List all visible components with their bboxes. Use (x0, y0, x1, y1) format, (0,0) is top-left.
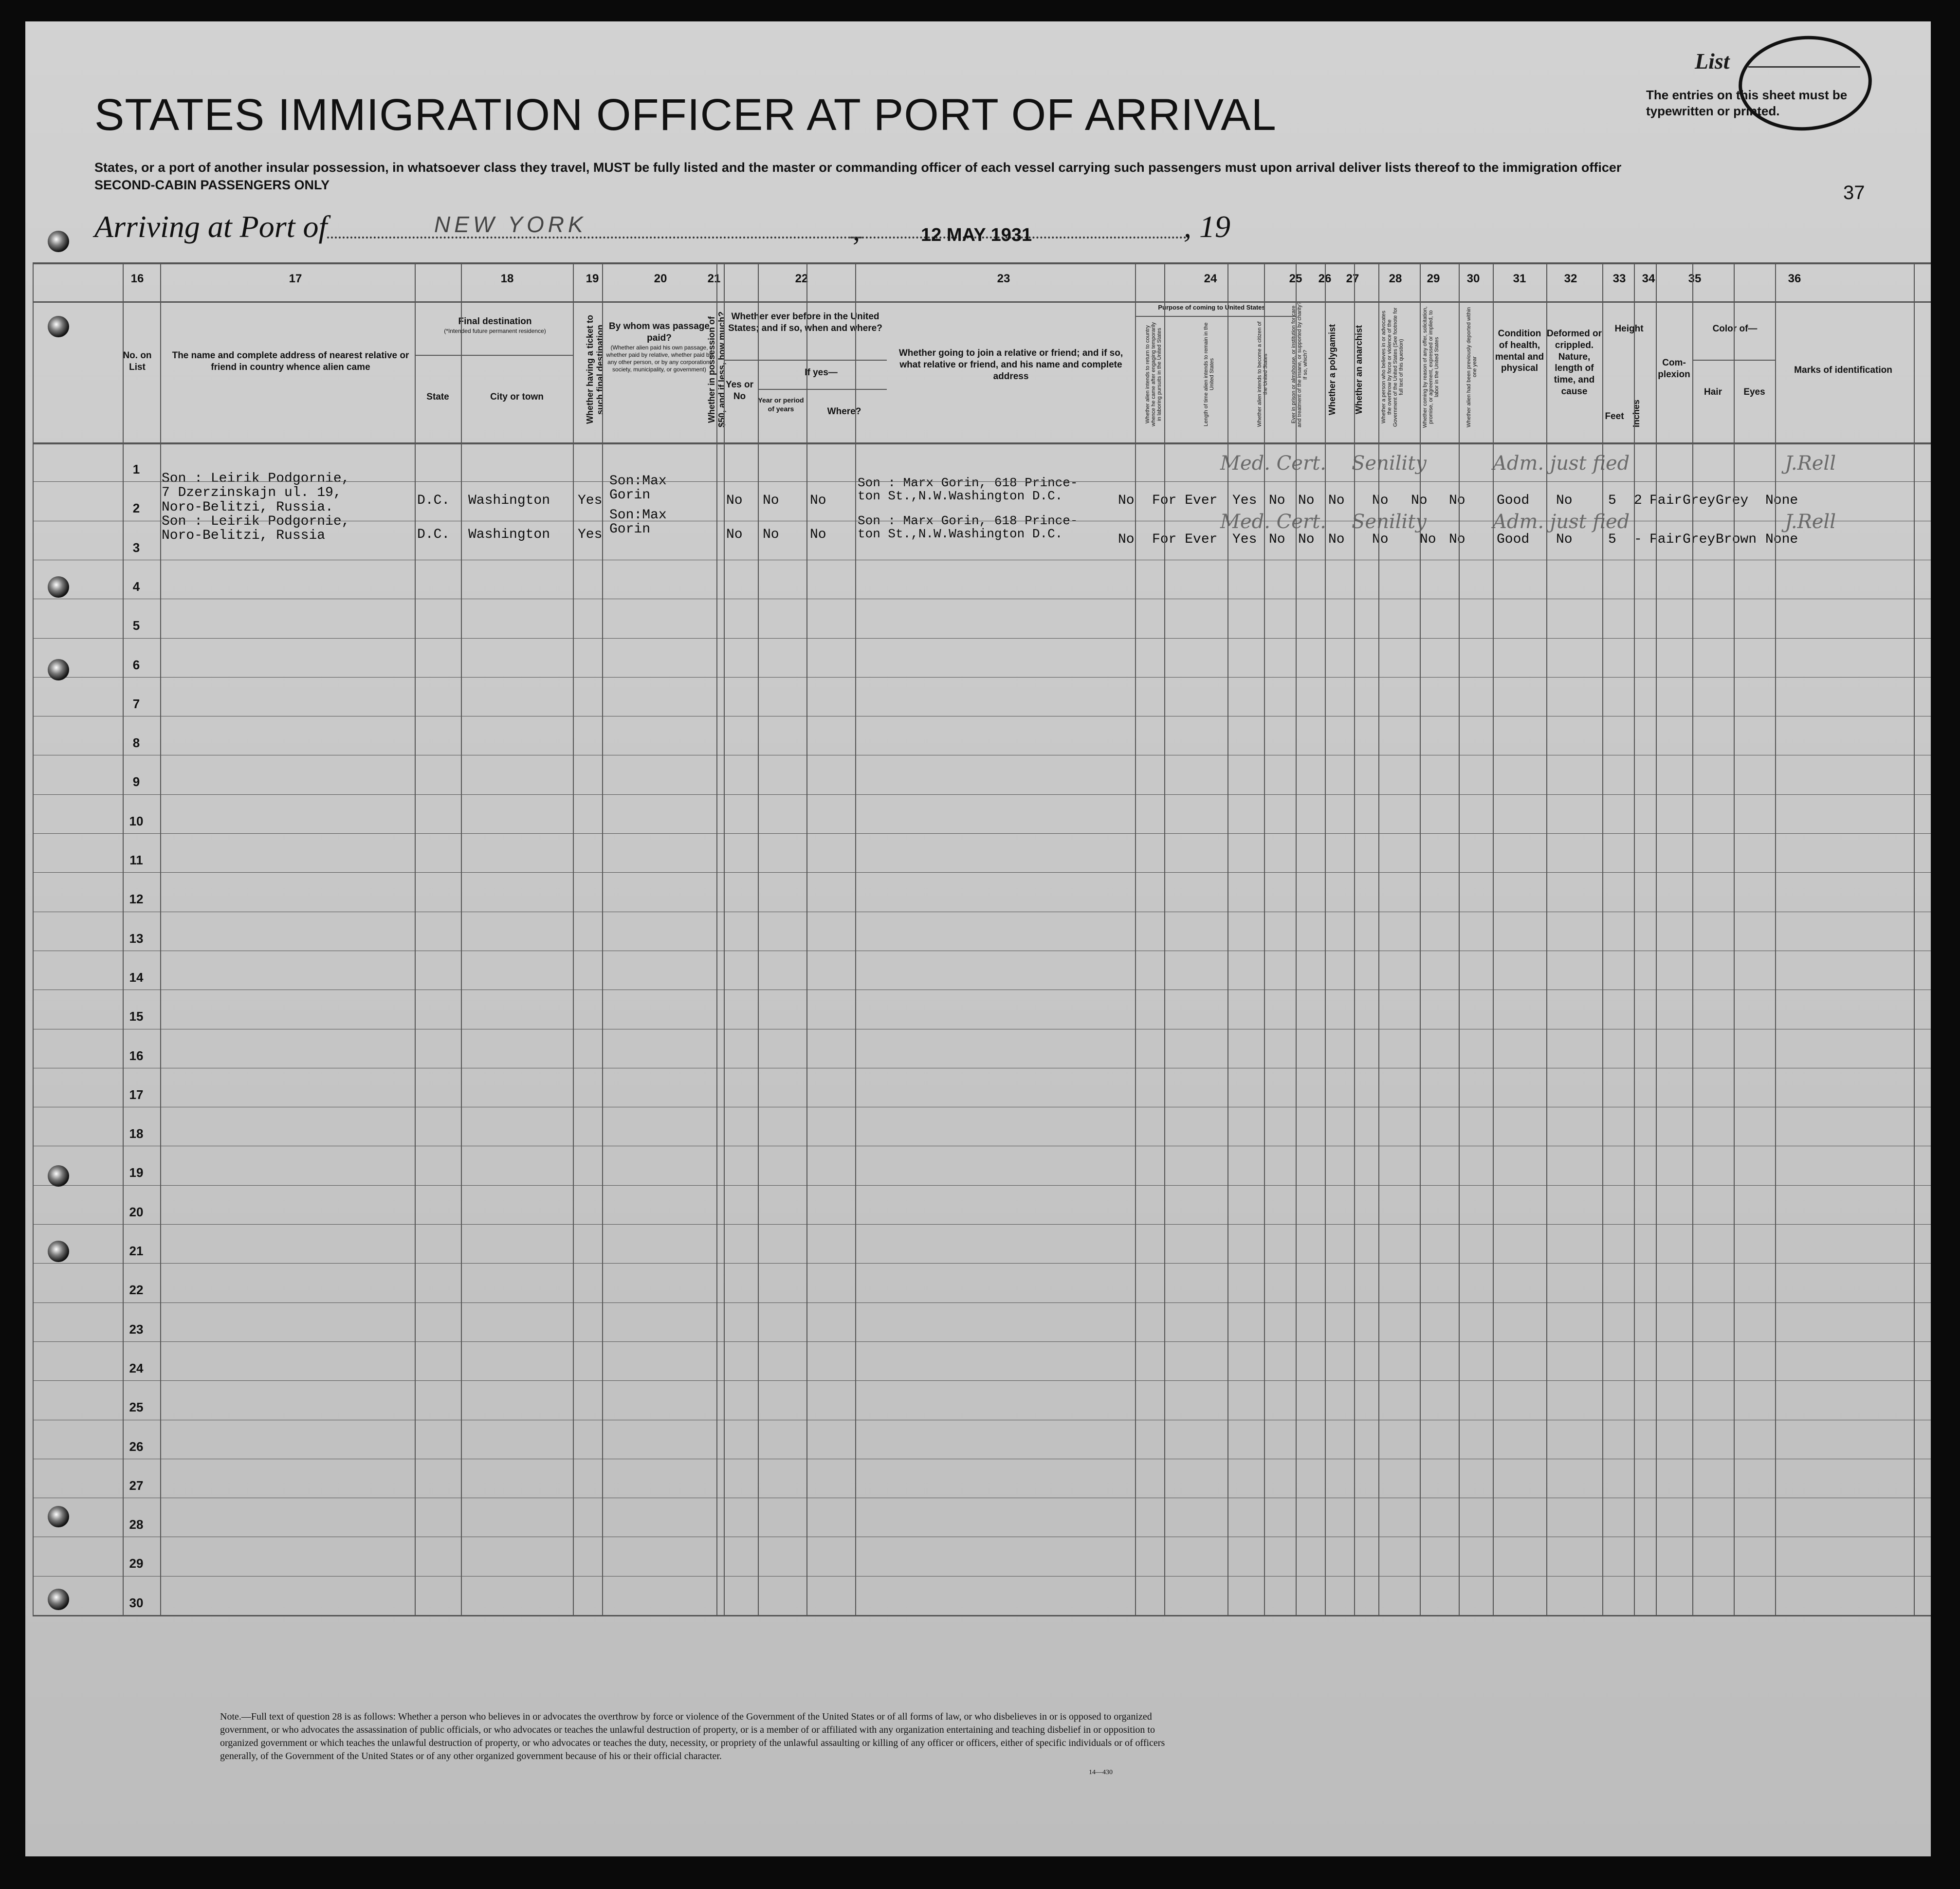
row-number: 9 (132, 774, 140, 789)
row-number: 30 (129, 1595, 144, 1610)
grid-rule (33, 481, 1931, 482)
col-num-28: 28 (1389, 272, 1402, 285)
col-num-19: 19 (586, 272, 599, 285)
hdr-state: State (426, 392, 449, 402)
row-number: 6 (132, 657, 140, 672)
hdr-prison: Ever in prison or almshouse, or institution for care and treatment of the insane, or supported by charity? If so, which? (1291, 301, 1308, 428)
grid-rule (123, 262, 124, 1615)
page-title: STATES IMMIGRATION OFFICER AT PORT OF ARRIVAL (94, 90, 1277, 140)
grid-rule (33, 1380, 1931, 1381)
arriving-label: Arriving at Port of (94, 209, 328, 244)
binding-hole (48, 1506, 69, 1527)
hdr-final-destination (415, 316, 575, 335)
grid-rule (33, 442, 1931, 444)
grid-rule (724, 262, 725, 1615)
hdr-anarchist: Whether an anarchist (1354, 325, 1364, 414)
row2-q28: No (1372, 532, 1389, 547)
grid-rule (1135, 262, 1136, 1615)
col-num-32: 32 (1564, 272, 1577, 285)
row1-prison: No (1269, 493, 1285, 508)
hdr-deformed: Deformed or crippled. Nature, length of time, and cause (1547, 329, 1602, 397)
row1-year: No (763, 493, 779, 508)
row-number: 16 (129, 1048, 144, 1063)
row2-med-cert-annotation: Med. Cert. (1220, 511, 1326, 533)
row-number: 14 (129, 970, 144, 985)
grid-rule (1602, 262, 1603, 1615)
grid-rule (33, 262, 34, 1615)
row-number: 17 (129, 1087, 144, 1102)
row1-inches: 2 (1634, 493, 1642, 508)
row1-joining: Son : Marx Gorin, 618 Prince- ton St.,N.W.Washington D.C. (858, 476, 1078, 504)
hdr-polygamist: Whether a polygamist (1327, 324, 1337, 415)
hdr-eyes: Eyes (1743, 387, 1765, 397)
row2-anarchist: No (1328, 532, 1345, 547)
date-stamp: 12 MAY 1931 (921, 225, 1032, 245)
col-num-31: 31 (1513, 272, 1526, 285)
row-number: 22 (129, 1283, 144, 1298)
row-number: 4 (132, 579, 140, 594)
row2-senility-annotation: Senility (1352, 511, 1427, 533)
col-num-35: 35 (1688, 272, 1702, 285)
grid-rule (33, 1224, 1931, 1225)
grid-rule (1135, 316, 1296, 317)
grid-rule (33, 1615, 1931, 1616)
row1-med-cert-annotation: Med. Cert. (1220, 452, 1326, 475)
manifest-table (33, 238, 1931, 1698)
hdr-marks: Marks of identification (1794, 365, 1892, 375)
year-prefix-value: 19 (1199, 209, 1230, 244)
row1-q29: No (1411, 493, 1428, 508)
year-prefix: , 19 (1184, 209, 1230, 244)
row-number: 28 (129, 1517, 144, 1532)
binding-hole (48, 576, 69, 598)
row1-health: Good (1497, 493, 1530, 508)
hdr-possession-50: Whether in possession of $50, and if less, how much? (707, 311, 727, 428)
row1-marks: None (1765, 493, 1798, 508)
col-num-30: 30 (1466, 272, 1480, 285)
row-number: 5 (132, 618, 140, 633)
hdr-health: Condition of health, mental and physical (1495, 329, 1544, 374)
hdr-no-on-list: No. on List (123, 350, 152, 372)
grid-rule (33, 677, 1931, 678)
hdr-hair: Hair (1704, 387, 1722, 397)
row-number: 12 (129, 892, 144, 907)
row1-feet: 5 (1608, 493, 1616, 508)
row1-marks-annotation: J.Rell (1785, 452, 1836, 475)
hdr-q29: Whether coming by reason of any offer, solicitation, promise, or agreement, expressed or implied, to labor in the United States (1422, 306, 1440, 428)
binding-hole (48, 1241, 69, 1262)
col-num-27: 27 (1346, 272, 1359, 285)
hdr-yes-no: Yes or No (725, 380, 754, 402)
footnote: Note.—Full text of question 28 is as follows: Whether a person who believes in or advocates the overthrow by force or violence of the Government of the United States or of all forms of law, or who disbelieves in or is opposed to organized government, or who advocates the assassination of public officials, or who advocates or teaches the unlawful destruction of property, or is a member of or affiliated with any organization entertaining and teaching disbelief in or opposition to organized government or which teaches the unlawful destruction of property, or who advocates or teaches the duty, necessity, or propriety of the unlawful assaulting or killing of any officer or officers, either of specific individuals or of officers generally, of the Government of the United States or of any other organized government because of his or their official character. (220, 1711, 1165, 1761)
col-num-22: 22 (795, 272, 808, 285)
row2-state: D.C. (417, 527, 450, 542)
binding-hole (48, 231, 69, 252)
grid-rule (758, 262, 759, 1615)
row2-complexion: Fair (1649, 532, 1683, 547)
row1-deformed: No (1556, 493, 1573, 508)
grid-rule (1734, 262, 1735, 1615)
binding-hole (48, 1165, 69, 1187)
grid-rule (716, 262, 717, 1615)
grid-rule (1420, 262, 1421, 1615)
grid-rule (1634, 262, 1635, 1615)
grid-rule (33, 872, 1931, 873)
row-number: 13 (129, 931, 144, 946)
grid-rule (461, 262, 462, 1615)
hdr-q28: Whether a person who believes in or advocates the overthrow by force or violence of the Government of the United States (See footnote for full text of this question) (1381, 307, 1404, 427)
row-number: 10 (129, 813, 144, 828)
col-num-24: 24 (1204, 272, 1217, 285)
row1-complexion: Fair (1649, 493, 1683, 508)
hdr-if-yes: If yes— (805, 367, 838, 378)
port-comma: , (853, 214, 860, 246)
row2-q30: No (1449, 532, 1465, 547)
row-number: 29 (129, 1556, 144, 1571)
row1-eyes: Grey (1716, 493, 1749, 508)
hdr-year-period: Year or period of years (758, 396, 804, 413)
row-number: 15 (129, 1009, 144, 1024)
col-num-16: 16 (130, 272, 144, 285)
hdr-q30: Whether alien had been previously deported within one year (1466, 307, 1478, 427)
page-number: 37 (1843, 182, 1865, 203)
row1-hair: Grey (1683, 493, 1716, 508)
grid-rule (415, 355, 573, 356)
grid-rule (1378, 262, 1379, 1615)
row-number: 26 (129, 1439, 144, 1454)
col-num-17: 17 (289, 272, 302, 285)
row1-q30: No (1449, 493, 1465, 508)
subtitle-line-2: SECOND-CABIN PASSENGERS ONLY (94, 178, 330, 193)
row2-where: No (810, 527, 826, 542)
row-number: 3 (132, 540, 140, 555)
hdr-complexion: Com-plexion (1658, 358, 1690, 380)
row2-ever-before: No (726, 527, 743, 542)
row2-relative: Son : Leirik Podgornie, Noro-Belitzi, Russia (162, 514, 350, 544)
col-num-34: 34 (1642, 272, 1655, 285)
grid-rule (758, 389, 887, 390)
row-number: 25 (129, 1400, 144, 1415)
row1-return: No (1118, 493, 1135, 508)
row2-adm-annotation: Adm. just fied (1493, 511, 1630, 533)
grid-rule (1296, 262, 1297, 1615)
row2-polygamist: No (1298, 532, 1315, 547)
hdr-passage-title: By whom was passage paid? (609, 321, 710, 343)
grid-rule (602, 262, 603, 1615)
row2-citizen: Yes (1232, 532, 1257, 547)
port-value: NEW YORK (434, 212, 587, 237)
row1-ticket: Yes (578, 493, 603, 508)
row-number: 11 (129, 853, 143, 867)
row2-inches: - (1634, 532, 1642, 547)
row1-polygamist: No (1298, 493, 1315, 508)
list-number-circle (1736, 32, 1875, 135)
grid-rule (33, 833, 1931, 834)
row-number: 20 (129, 1204, 144, 1219)
hdr-nearest-relative: The name and complete address of nearest relative or friend in country whence alien came (172, 350, 409, 372)
col-num-25: 25 (1289, 272, 1302, 285)
list-label: List (1695, 49, 1730, 73)
hdr-purpose-return: Whether alien intends to return to country whence he came after engaging temporarily in laboring pursuits in the United States (1145, 322, 1162, 427)
grid-rule (33, 794, 1931, 795)
row2-ticket: Yes (578, 527, 603, 542)
grid-rule (1354, 262, 1355, 1615)
row-number: 21 (129, 1244, 144, 1258)
grid-rule (1775, 262, 1776, 1615)
hdr-purpose-length: Length of time alien intends to remain in the United States (1203, 322, 1215, 426)
row2-marks-annotation: J.Rell (1785, 511, 1836, 533)
row-number: 24 (129, 1360, 144, 1375)
col-num-26: 26 (1318, 272, 1332, 285)
row-number: 18 (129, 1126, 144, 1141)
grid-rule (573, 262, 574, 1615)
row2-passage: Son:Max Gorin (609, 508, 667, 537)
row2-q29: No (1420, 532, 1436, 547)
hdr-final-destination-title: Final destination (458, 316, 532, 327)
hdr-city: City or town (490, 392, 544, 402)
row2-marks: None (1765, 532, 1798, 547)
row-number: 7 (132, 696, 140, 711)
row1-passage: Son:Max Gorin (609, 474, 667, 503)
row-number: 8 (132, 735, 140, 751)
grid-rule (1264, 262, 1265, 1615)
col-num-33: 33 (1612, 272, 1626, 285)
grid-rule (33, 1302, 1931, 1303)
grid-rule (33, 1263, 1931, 1264)
binding-hole (48, 316, 69, 337)
grid-rule (1656, 262, 1657, 1615)
hdr-height: Height (1614, 324, 1644, 334)
row2-health: Good (1497, 532, 1530, 547)
hdr-joining-relative: Whether going to join a relative or friend; and if so, what relative or friend, and his name and complete address (898, 348, 1123, 382)
col-num-21: 21 (707, 272, 721, 285)
hdr-where: Where? (827, 406, 861, 417)
col-num-20: 20 (654, 272, 667, 285)
hdr-ticket: Whether having a ticket to such final destination (585, 314, 605, 424)
hdr-passage (602, 321, 716, 373)
grid-rule (33, 262, 1931, 264)
row2-deformed: No (1556, 532, 1573, 547)
row2-hair: Grey (1683, 532, 1716, 547)
row2-feet: 5 (1608, 532, 1616, 547)
grid-rule (806, 262, 807, 1615)
hdr-final-destination-note: (*Intended future permanent residence) (444, 327, 546, 334)
col-num-23: 23 (997, 272, 1010, 285)
page-subtitle (94, 159, 1652, 194)
hdr-ever-before: Whether ever before in the United States; and if so, when and where? (728, 312, 882, 333)
row1-anarchist: No (1328, 493, 1345, 508)
grid-rule (1692, 360, 1775, 361)
grid-rule (1914, 262, 1915, 1615)
grid-rule (724, 360, 887, 361)
row2-eyes: Brown (1716, 532, 1757, 547)
row1-adm-annotation: Adm. just fied (1493, 452, 1630, 475)
row1-length: For Ever (1152, 493, 1218, 508)
grid-rule (855, 262, 856, 1615)
grid-rule (33, 1341, 1931, 1342)
form-number: 14—430 (1089, 1769, 1113, 1776)
row2-prison: No (1269, 532, 1285, 547)
manifest-sheet (25, 21, 1931, 1856)
binding-hole (48, 659, 69, 680)
row1-where: No (810, 493, 826, 508)
hdr-inches: Inches (1631, 399, 1641, 427)
col-num-36: 36 (1788, 272, 1801, 285)
row1-state: D.C. (417, 493, 450, 508)
grid-rule (1493, 262, 1494, 1615)
grid-rule (415, 262, 416, 1615)
grid-rule (1227, 262, 1228, 1615)
row1-city: Washington (468, 493, 550, 508)
row2-return: No (1118, 532, 1135, 547)
subtitle-line-1: States, or a port of another insular possession, in whatsoever class they travel, MUST be fully listed and the master or commanding officer of each vessel carrying such passengers must upon arrival deliver lists thereof to the immigration officer (94, 160, 1622, 175)
grid-rule (33, 301, 1931, 303)
row-number: 23 (129, 1321, 144, 1337)
grid-rule (33, 638, 1931, 639)
hdr-passage-note: (Whether alien paid his own passage, whether paid by relative, whether paid by any other person, or by any corporation, society, municipality, or government) (606, 344, 713, 373)
hdr-color-of: Color of— (1712, 324, 1758, 334)
row1-ever-before: No (726, 493, 743, 508)
row2-length: For Ever (1152, 532, 1218, 547)
grid-rule (1546, 262, 1547, 1615)
row2-joining: Son : Marx Gorin, 618 Prince- ton St.,N.W.Washington D.C. (858, 514, 1078, 542)
binding-hole (48, 1589, 69, 1610)
row-number: 2 (132, 501, 140, 516)
row1-relative: Son : Leirik Podgornie, 7 Dzerzinskajn ul. 19, Noro-Belitzi, Russia. (162, 471, 350, 515)
row1-citizen: Yes (1232, 493, 1257, 508)
row-number: 19 (129, 1165, 144, 1180)
row1-q28: No (1372, 493, 1389, 508)
col-num-18: 18 (500, 272, 514, 285)
grid-rule (160, 262, 161, 1615)
row2-city: Washington (468, 527, 550, 542)
grid-rule (1459, 262, 1460, 1615)
row1-senility-annotation: Senility (1352, 452, 1427, 475)
row-number: 27 (129, 1478, 144, 1493)
grid-rule (33, 1576, 1931, 1577)
grid-rule (1692, 262, 1693, 1615)
col-num-29: 29 (1427, 272, 1440, 285)
grid-rule (33, 1185, 1931, 1186)
grid-rule (1325, 262, 1326, 1615)
hdr-feet: Feet (1605, 411, 1624, 422)
grid-rule (1164, 262, 1165, 1615)
typewritten-instructions: The entries on this sheet must be typewritten or printed. (1646, 88, 1848, 118)
row-number: 1 (132, 462, 140, 477)
hdr-purpose-citizen: Whether alien intends to become a citizen of the United States (1257, 321, 1268, 427)
row2-year: No (763, 527, 779, 542)
hdr-purpose: Purpose of coming to United States (1158, 304, 1265, 311)
